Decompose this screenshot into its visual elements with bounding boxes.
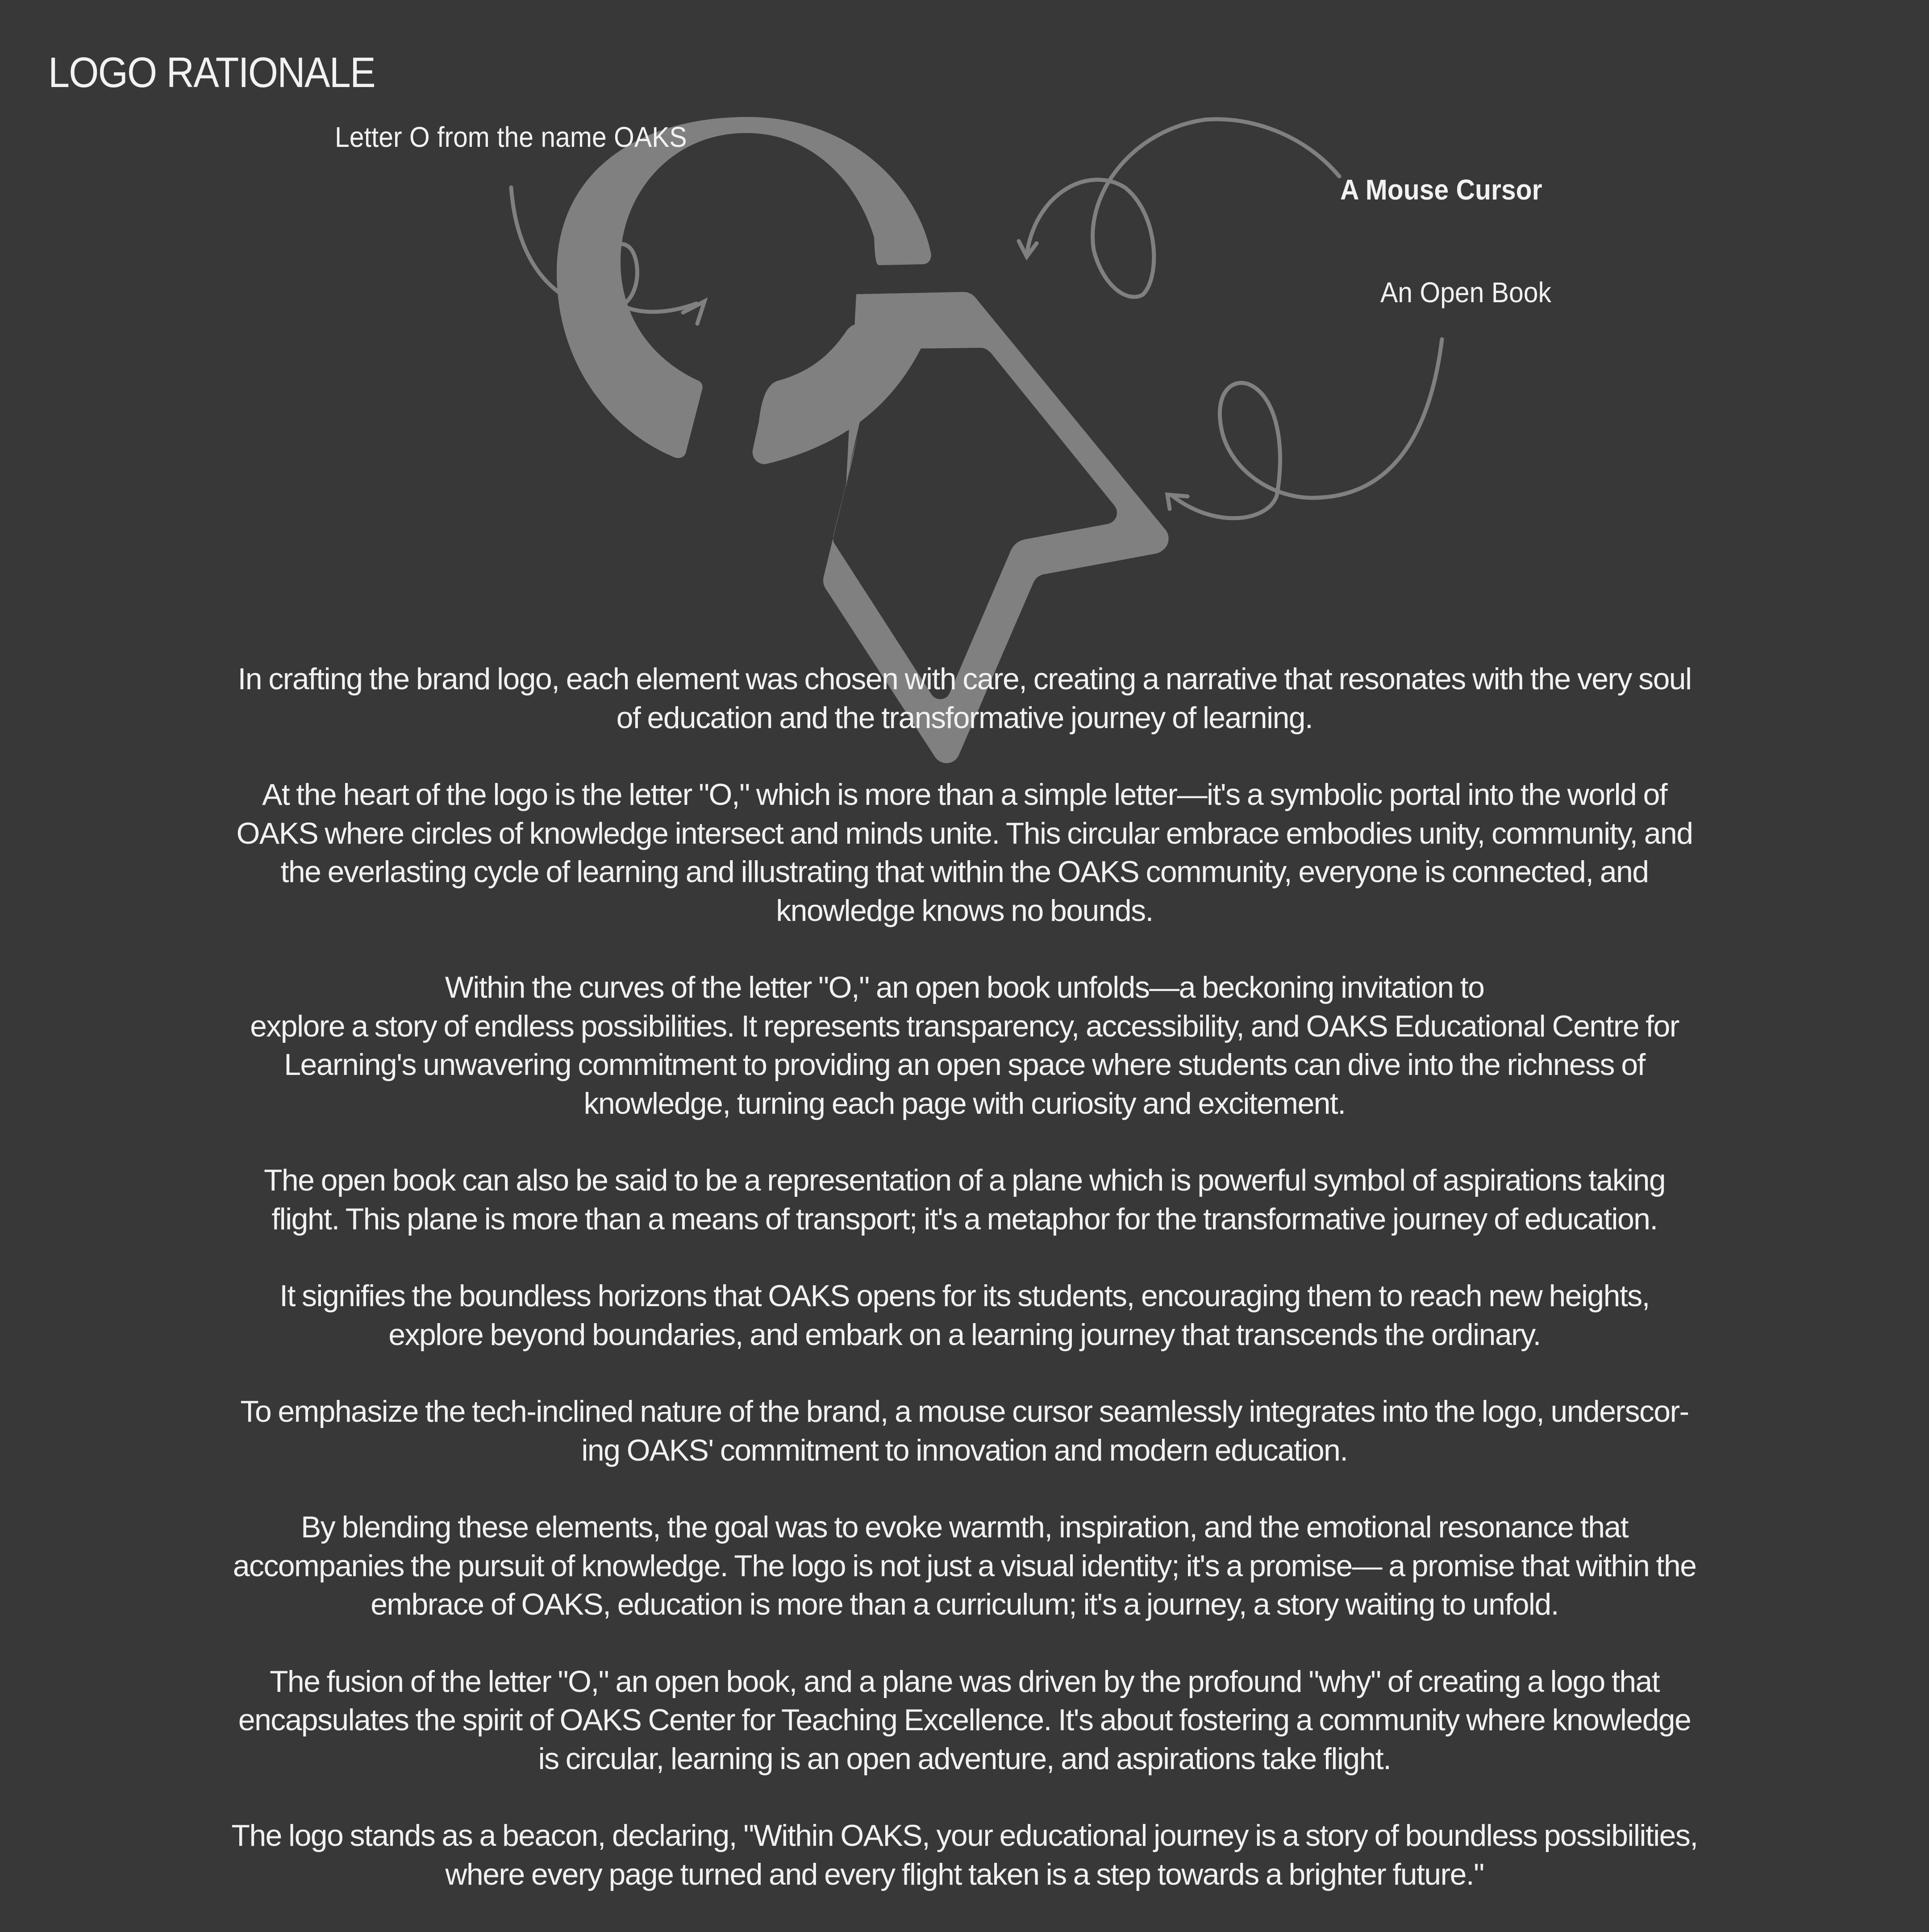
text-line: where every page turned and every flight taken is a step towards a brighter future.": [445, 1857, 1484, 1891]
text-line: Within the curves of the letter "O," an open book unfolds—a beckoning invitation to: [445, 970, 1484, 1004]
text-line: explore beyond boundaries, and embark on a learning journey that transcends the ordinary.: [388, 1317, 1541, 1352]
text-line: embrace of OAKS, education is more than a curriculum; it's a journey, a story waiting to unfold.: [371, 1587, 1558, 1621]
text-line: At the heart of the logo is the letter "O," which is more than a simple letter—it's a symbolic portal into the world of: [262, 778, 1667, 812]
text-line: The fusion of the letter "O," an open book, and a plane was driven by the profound "why" of creating a logo that: [269, 1664, 1660, 1699]
text-line: encapsulates the spirit of OAKS Center for Teaching Excellence. It's about fostering a community where knowledge: [238, 1703, 1691, 1737]
text-line: flight. This plane is more than a means of transport; it's a metaphor for the transformative journey of education.: [271, 1202, 1658, 1236]
text-line: is circular, learning is an open adventure, and aspirations take flight.: [538, 1741, 1391, 1776]
text-line: By blending these elements, the goal was to evoke warmth, inspiration, and the emotional resonance that: [301, 1510, 1628, 1544]
arrowhead-left-icon: [683, 301, 704, 324]
annotation-mouse-cursor: A Mouse Cursor: [1340, 174, 1542, 206]
text-line: The logo stands as a beacon, declaring, "Within OAKS, your educational journey is a story of boundless possibilities,: [231, 1819, 1698, 1853]
paragraph-plane: [40, 1161, 1889, 1238]
page-title: LOGO RATIONALE: [48, 49, 375, 96]
text-line: In crafting the brand logo, each element was chosen with care, creating a narrative that resonates with the very soul: [237, 662, 1692, 696]
paragraph-letter-o: [40, 775, 1889, 930]
arrow-to-book-icon: [1172, 339, 1442, 518]
text-line: It signifies the boundless horizons that OAKS opens for its students, encouraging them to reach new heights,: [279, 1279, 1650, 1313]
text-line: ing OAKS' commitment to innovation and modern education.: [581, 1433, 1348, 1467]
annotation-open-book: An Open Book: [1380, 276, 1551, 308]
paragraph-blending: [40, 1508, 1889, 1624]
text-line: knowledge, turning each page with curiosity and excitement.: [583, 1086, 1346, 1120]
text-line: accompanies the pursuit of knowledge. The logo is not just a visual identity; it's a promise— a promise that within the: [233, 1549, 1696, 1583]
text-line: knowledge knows no bounds.: [776, 893, 1153, 928]
paragraph-open-book: [40, 968, 1889, 1123]
paragraph-fusion: [40, 1662, 1889, 1778]
annotation-letter-o: Letter O from the name OAKS: [335, 121, 687, 153]
text-line: OAKS where circles of knowledge intersect and minds unite. This circular embrace embodies unity, community, and: [236, 816, 1693, 850]
text-line: To emphasize the tech-inclined nature of the brand, a mouse cursor seamlessly integrates into the logo, underscor-: [240, 1395, 1689, 1428]
text-line: Learning's unwavering commitment to providing an open space where students can dive into the richness of: [284, 1048, 1645, 1082]
text-line: of education and the transformative journey of learning.: [616, 700, 1313, 735]
paragraph-beacon: [40, 1816, 1889, 1894]
text-line: the everlasting cycle of learning and illustrating that within the OAKS community, everyone is connected, and: [280, 855, 1649, 889]
rationale-body: [40, 660, 1889, 1932]
paragraph-intro: [40, 660, 1889, 737]
text-line: The open book can also be said to be a representation of a plane which is powerful symbol of aspirations taking: [263, 1163, 1666, 1197]
paragraph-mouse-cursor: [40, 1392, 1889, 1470]
paragraph-horizons: [40, 1277, 1889, 1354]
text-line: explore a story of endless possibilities. It represents transparency, accessibility, and OAKS Educational Centre for: [250, 1009, 1679, 1043]
arrow-to-cursor-icon: [1027, 119, 1339, 297]
